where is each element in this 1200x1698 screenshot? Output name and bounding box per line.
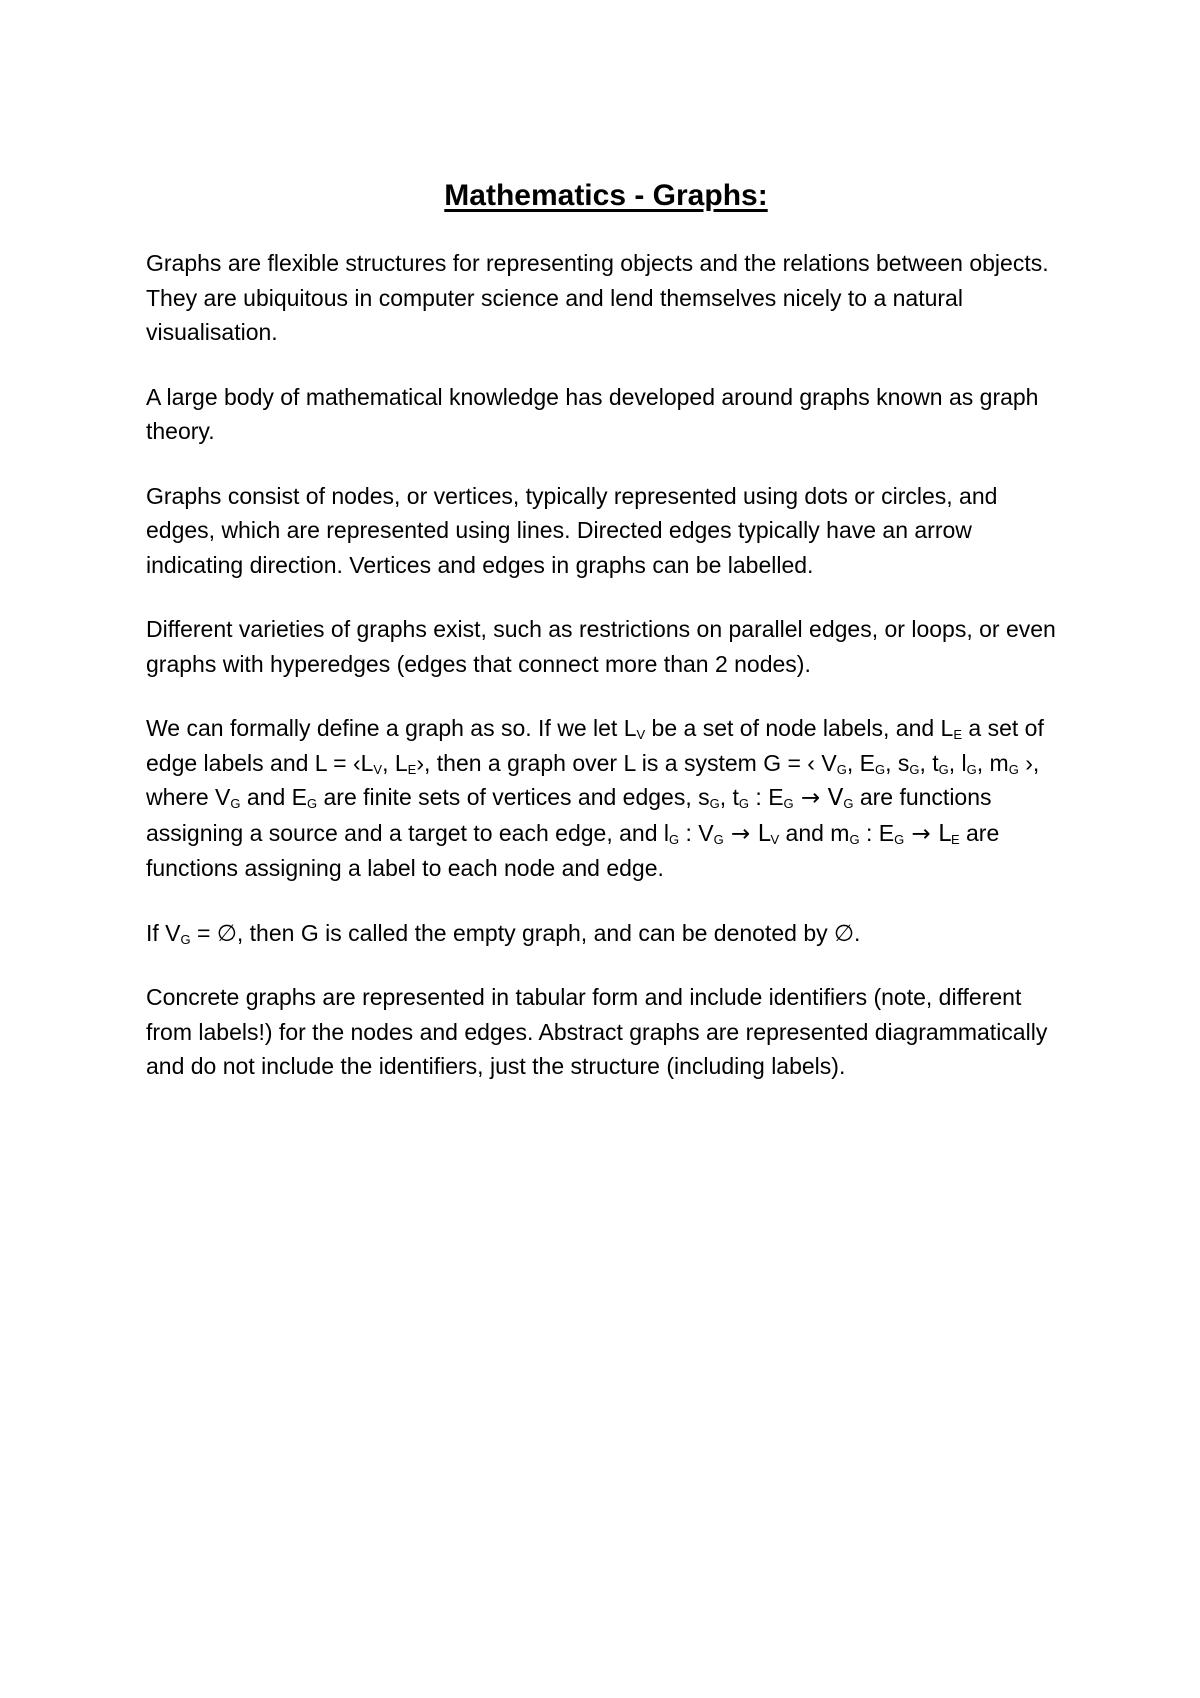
paragraph-varieties: Different varieties of graphs exist, such as restrictions on parallel edges, or loops, or even graphs with hyperedges (edges that connect more than 2 nodes). <box>146 616 1056 677</box>
def-sub: G <box>713 831 724 847</box>
def-text: : V <box>679 819 714 846</box>
def-sub: G <box>849 831 860 847</box>
def-sub: G <box>738 796 750 811</box>
def-sub: G <box>307 796 318 811</box>
def-sub: G <box>938 761 949 777</box>
paragraph-formal-definition <box>146 711 1066 886</box>
def-sub: G <box>1008 761 1019 777</box>
def-text: and m <box>779 819 850 846</box>
def-text: a set of edge labels and L = ‹L <box>146 715 1044 776</box>
def-text: , l <box>948 749 967 776</box>
def-sub: G <box>709 796 720 811</box>
def-sub: G <box>894 831 905 847</box>
def-text: ›, where V <box>146 749 1040 810</box>
def-sub: G <box>966 761 977 777</box>
def-sub: V <box>636 727 646 742</box>
def-sub: E <box>953 727 963 742</box>
def-text: be a set of node labels, and L <box>645 715 954 741</box>
def-sub: G <box>836 761 847 777</box>
def-sub: G <box>843 796 854 811</box>
document-body <box>146 176 1066 1114</box>
def-text: → L <box>904 820 951 847</box>
def-text: , t <box>719 784 739 810</box>
def-text: : E <box>749 784 784 810</box>
def-sub: E <box>950 831 960 847</box>
paragraph-intro: Graphs are flexible structures for representing objects and the relations between objects. They are ubiquitous in computer science and lend themselves nicely to a natural visualisation. <box>146 250 1049 345</box>
def-sub: G <box>230 796 241 811</box>
def-text: are finite sets of vertices and edges, s <box>317 784 710 810</box>
def-text: , t <box>919 749 939 776</box>
def-sub: G <box>668 831 680 847</box>
def-sub: V <box>373 761 383 777</box>
def-text: → L <box>723 820 771 847</box>
def-sub: G <box>783 796 794 811</box>
def-text: are functions assigning a source and a target to each edge, and l <box>146 784 992 846</box>
def-text: We can formally define a graph as so. If we let L <box>146 715 637 741</box>
def-sub: G <box>874 761 886 777</box>
def-text: ›, then a graph over L is a system G = ‹ V <box>416 749 837 776</box>
empty-text: = ∅, then G is called the empty graph, and can be denoted by ∅. <box>190 919 861 946</box>
def-text: , E <box>846 749 875 776</box>
def-sub: E <box>407 761 417 777</box>
paragraph-graph-theory: A large body of mathematical knowledge has developed around graphs known as graph theory. <box>146 383 1039 444</box>
def-text: : E <box>859 819 895 846</box>
def-sub: V <box>770 831 780 847</box>
paragraph-concrete-abstract: Concrete graphs are represented in tabular form and include identifiers (note, different from labels!) for the nodes and edges. Abstract graphs are represented diagrammatically and do not include the identifiers, just the structure (including labels). <box>146 984 1048 1079</box>
def-text: are functions assigning a label to each node and edge. <box>146 819 1000 881</box>
def-text: and E <box>240 784 307 810</box>
def-sub: G <box>909 761 920 777</box>
paragraph-nodes-edges: Graphs consist of nodes, or vertices, typically represented using dots or circles, and edges, which are represented using lines. Directed edges typically have an arrow indicating direction. Vertices and edges in graphs can be labelled. <box>146 482 998 578</box>
def-text: , m <box>976 749 1009 776</box>
document-title: Mathematics - Graphs: <box>444 179 768 212</box>
def-text: , s <box>885 749 910 776</box>
paragraph-empty-graph <box>146 916 1066 951</box>
def-text: → V <box>793 785 844 811</box>
empty-text: If V <box>146 919 181 946</box>
empty-sub: G <box>180 931 191 947</box>
def-text: , L <box>382 749 408 776</box>
